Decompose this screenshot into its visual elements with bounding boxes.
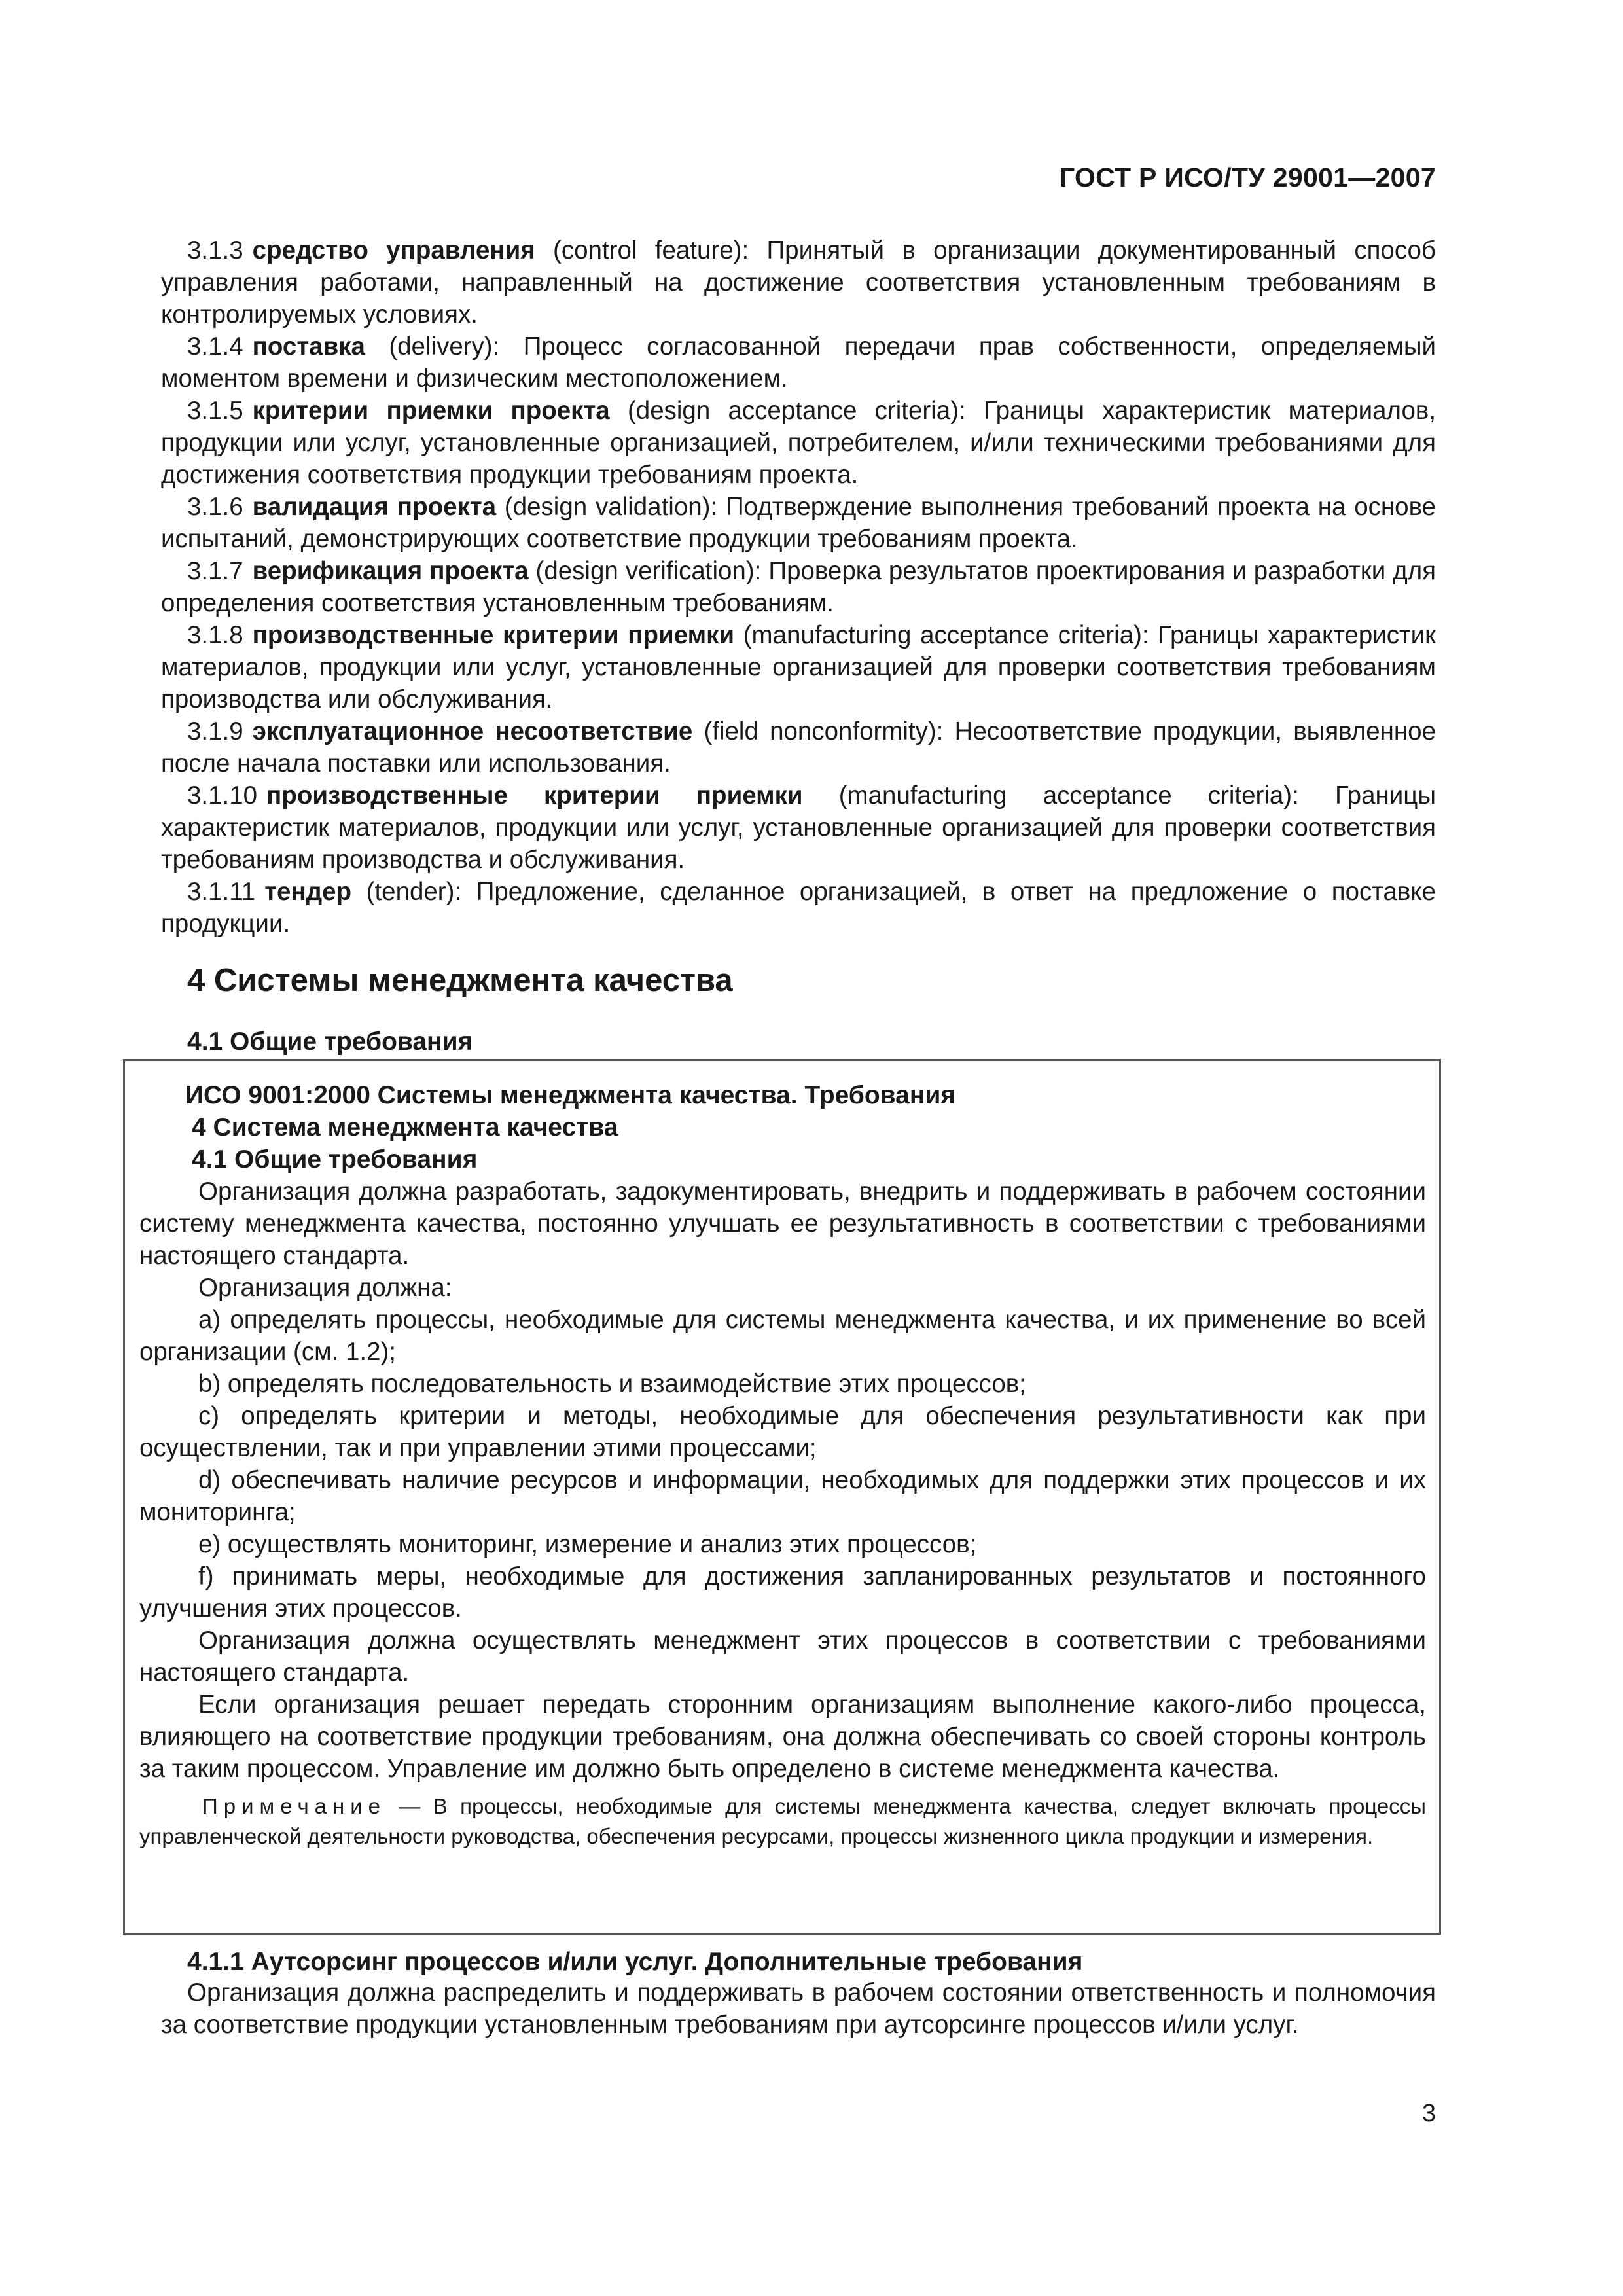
term: производственные критерии приемки [266, 781, 803, 810]
list-item: а) определять процессы, необходимые для системы менеджмента качества, и их применение во всей организации (см. 1.2); [139, 1306, 1426, 1366]
document-code: ГОСТ Р ИСО/ТУ 29001—2007 [1059, 162, 1436, 192]
term: критерии приемки проекта [252, 397, 610, 425]
definition-3-1-5: 3.1.5 критерии приемки проекта (design acceptance criteria): Границы характеристик материалов, продукции или услуг, установленные организацией, потребителем, и/или техническими требованиями для достижения соответствия продукции требованиям проекта. [161, 397, 1436, 489]
box-subsection-heading: 4.1 Общие требования [192, 1145, 478, 1174]
list-item: f) принимать меры, необходимые для достижения запланированных результатов и постоянного улучшения этих процессов. [139, 1562, 1426, 1623]
box-section-heading: 4 Система менеджмента качества [192, 1113, 618, 1141]
list-item: e) осуществлять мониторинг, измерение и анализ этих процессов; [198, 1530, 977, 1558]
definition-3-1-10: 3.1.10 производственные критерии приемки (manufacturing acceptance criteria): Границы характеристик материалов, продукции или услуг, установленные организацией для проверки соответствия требованиям производства и обслуживания. [161, 781, 1436, 874]
term: производственные критерии приемки [252, 621, 735, 649]
definition-3-1-3: 3.1.3 средство управления (control feature): Принятый в организации документированный способ управления работами, направленный на достижение соответствия установленным требованиям в контролируемых условиях. [161, 236, 1436, 329]
box-paragraph: Организация должна разработать, задокументировать, внедрить и поддерживать в рабочем состоянии систему менеджмента качества, постоянно улучшать ее результативность в соответствии с требованиями настоящего стандарта. [139, 1177, 1426, 1270]
note-text: — В процессы, необходимые для системы менеджмента качества, следует включать процессы управленческой деятельности руководства, обеспечения ресурсами, процессы жизненного цикла продукции и измерения. [139, 1794, 1426, 1848]
list-item: d) обеспечивать наличие ресурсов и информации, необходимых для поддержки этих процессов и их мониторинга; [139, 1466, 1426, 1526]
note-label: Примечание [202, 1794, 387, 1818]
box-paragraph: Если организация решает передать сторонним организациям выполнение какого-либо процесса, влияющего на соответствие продукции требованиям, она должна обеспечивать со своей стороны контроль за таким процессом. Управление им должно быть определено в системе менеджмента качества. [139, 1691, 1426, 1783]
list-item: c) определять критерии и методы, необходимые для обеспечения результативности как при осуществлении, так и при управлении этими процессами; [139, 1402, 1426, 1462]
subsection-title: 4.1 Общие требования [187, 1028, 473, 1056]
page-number: 3 [1421, 2100, 1436, 2127]
definition-3-1-4: 3.1.4 поставка (delivery): Процесс согласованной передачи прав собственности, определяемый моментом времени и физическим местоположением. [161, 332, 1436, 393]
term: эксплуатационное несоответствие [252, 717, 693, 745]
box-standard-title: ИСО 9001:2000 Системы менеджмента качества. Требования [185, 1081, 956, 1109]
box-note [139, 1791, 1426, 1852]
subsection-4-1-1-text: Организация должна распределить и поддерживать в рабочем состоянии ответственность и полномочия за соответствие продукции установленным требованиям при аутсорсинге процессов и/или услуг. [161, 1979, 1436, 2039]
box-paragraph: Организация должна: [198, 1274, 452, 1302]
term: тендер [264, 878, 352, 906]
definition-3-1-11: 3.1.11 тендер (tender): Предложение, сделанное организацией, в ответ на предложение о поставке продукции. [161, 878, 1436, 938]
definition-3-1-9: 3.1.9 эксплуатационное несоответствие (field nonconformity): Несоответствие продукции, выявленное после начала поставки или использования. [161, 717, 1436, 778]
list-item: b) определять последовательность и взаимодействие этих процессов; [198, 1370, 1026, 1398]
term: валидация проекта [252, 493, 497, 521]
section-title: 4 Системы менеджмента качества [187, 963, 733, 998]
term: поставка [252, 332, 365, 361]
definition-3-1-6: 3.1.6 валидация проекта (design validation): Подтверждение выполнения требований проекта на основе испытаний, демонстрирующих соответствие продукции требованиям проекта. [161, 493, 1436, 553]
box-paragraph: Организация должна осуществлять менеджмент этих процессов в соответствии с требованиями настоящего стандарта. [139, 1626, 1426, 1687]
quoted-standard-box [123, 1059, 1441, 1935]
subsection-4-1-1-title: 4.1.1 Аутсорсинг процессов и/или услуг. Дополнительные требования [187, 1948, 1083, 1976]
definition-3-1-7: 3.1.7 верификация проекта (design verification): Проверка результатов проектирования и разработки для определения соответствия установленным требованиям. [161, 557, 1436, 617]
definition-3-1-8: 3.1.8 производственные критерии приемки (manufacturing acceptance criteria): Границы характеристик материалов, продукции или услуг, установленные организацией для проверки соответствия требованиям производства или обслуживания. [161, 621, 1436, 713]
definitions-list [161, 234, 1436, 940]
term: верификация проекта [252, 557, 529, 585]
term: средство управления [252, 236, 535, 264]
